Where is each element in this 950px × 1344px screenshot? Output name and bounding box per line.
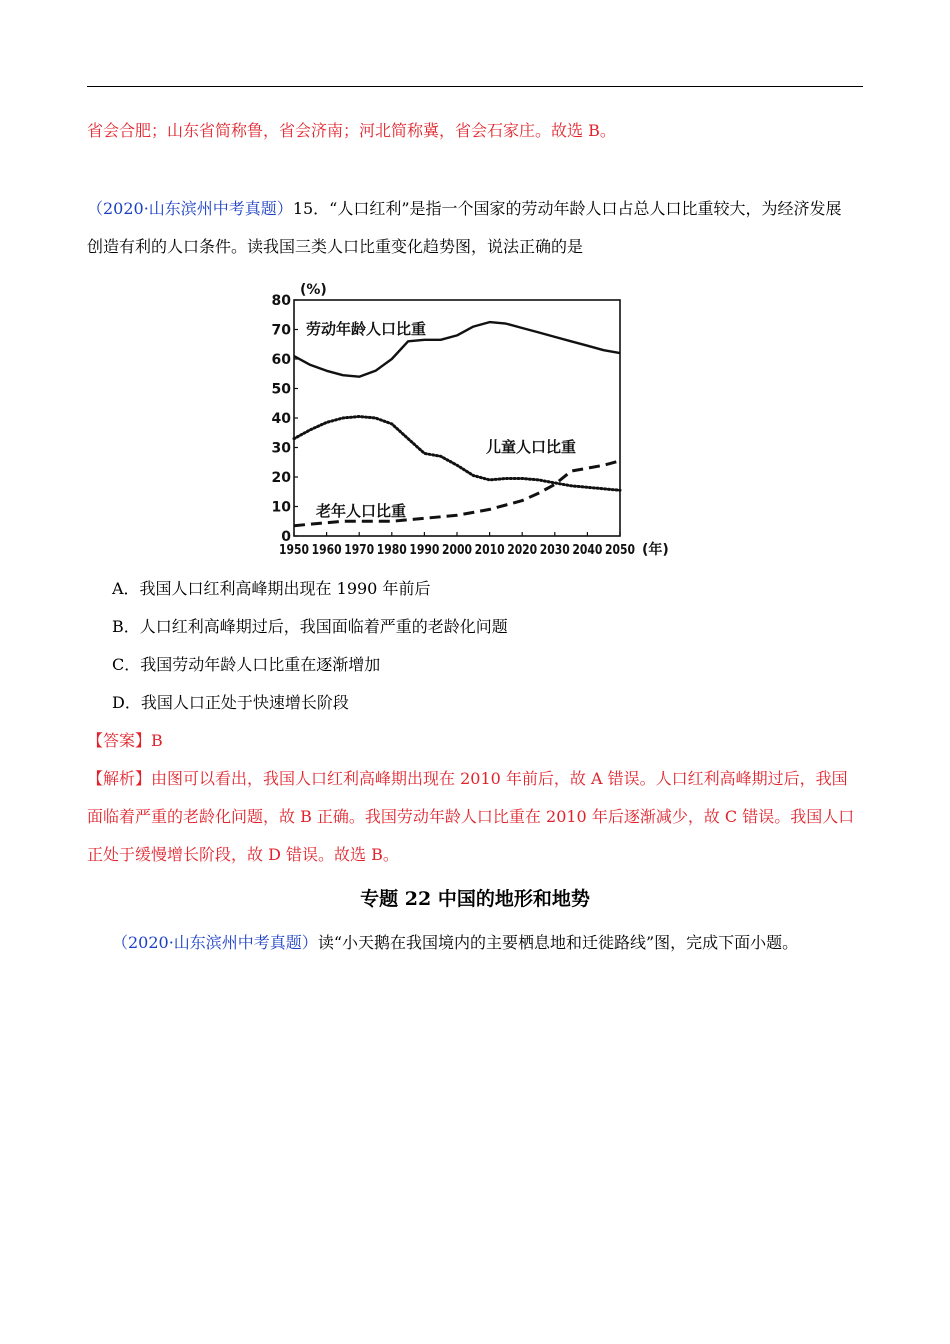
y-tick-label: 70 <box>271 322 291 339</box>
option-b: B．人口红利高峰期过后，我国面临着严重的老龄化问题 <box>112 617 508 636</box>
y-tick-label: 10 <box>271 499 291 516</box>
y-tick-label: 40 <box>271 411 291 427</box>
option-c: C．我国劳动年龄人口比重在逐渐增加 <box>112 655 381 674</box>
y-axis-label: (%) <box>300 282 327 298</box>
analysis-label: 【解析】 <box>87 769 152 788</box>
analysis-text: 由图可以看出，我国人口红利高峰期出现在 2010 年前后，故 A 错误。人口红利高峰期过后，我国 <box>151 769 848 788</box>
x-tick-label: 2000 <box>442 543 472 558</box>
y-tick-label: 0 <box>281 529 291 545</box>
series-annotation: 老年人口比重 <box>316 502 407 520</box>
population-trend-chart <box>268 272 688 562</box>
option-d: D．我国人口正处于快速增长阶段 <box>112 693 349 712</box>
question-text: 15．“人口红利”是指一个国家的劳动年龄人口占总人口比重较大，为经济发展 <box>292 199 842 218</box>
y-tick-label: 20 <box>271 470 291 486</box>
y-tick-label: 80 <box>271 293 291 309</box>
x-tick-label: 1990 <box>409 543 440 558</box>
y-tick-label: 60 <box>271 352 291 368</box>
x-tick-label: 1980 <box>376 543 407 558</box>
x-tick-label: 2020 <box>507 543 538 558</box>
question-source: （2020·山东滨州中考真题） <box>87 199 293 218</box>
analysis-line2: 面临着严重的老龄化问题，故 B 正确。我国劳动年龄人口比重在 2010 年后逐渐减少，故 C 错误。我国人口 <box>87 807 855 826</box>
question-15-stem-line1 <box>87 198 842 220</box>
analysis-line1 <box>87 768 848 790</box>
x-tick-label: 2050 <box>605 543 635 558</box>
next-question-text: 读“小天鹅在我国境内的主要栖息地和迁徙路线”图，完成下面小题。 <box>317 933 799 952</box>
x-tick-label: 1960 <box>311 543 342 558</box>
series-annotation: 儿童人口比重 <box>486 438 577 456</box>
x-tick-label: 1970 <box>344 543 375 558</box>
option-a: A．我国人口红利高峰期出现在 1990 年前后 <box>112 579 431 598</box>
previous-answer-tail: 省会合肥；山东省简称鲁，省会济南；河北简称冀，省会石家庄。故选 B。 <box>87 121 616 140</box>
next-question <box>112 932 798 954</box>
x-tick-label: 2030 <box>539 543 570 558</box>
question-15-stem-line2: 创造有利的人口条件。读我国三类人口比重变化趋势图，说法正确的是 <box>87 237 584 256</box>
y-tick-label: 50 <box>271 381 291 398</box>
x-tick-label: 2040 <box>572 543 603 558</box>
header-rule <box>87 86 863 87</box>
answer: 【答案】B <box>87 731 163 750</box>
next-question-source: （2020·山东滨州中考真题） <box>112 933 318 952</box>
x-axis-label: (年) <box>642 542 669 558</box>
series-annotation: 劳动年龄人口比重 <box>306 320 427 338</box>
analysis-line3: 正处于缓慢增长阶段，故 D 错误。故选 B。 <box>87 845 399 864</box>
y-tick-label: 30 <box>271 440 291 457</box>
x-tick-label: 1950 <box>279 543 309 558</box>
x-tick-label: 2010 <box>474 543 505 558</box>
section-heading: 专题 22 中国的地形和地势 <box>360 888 590 910</box>
